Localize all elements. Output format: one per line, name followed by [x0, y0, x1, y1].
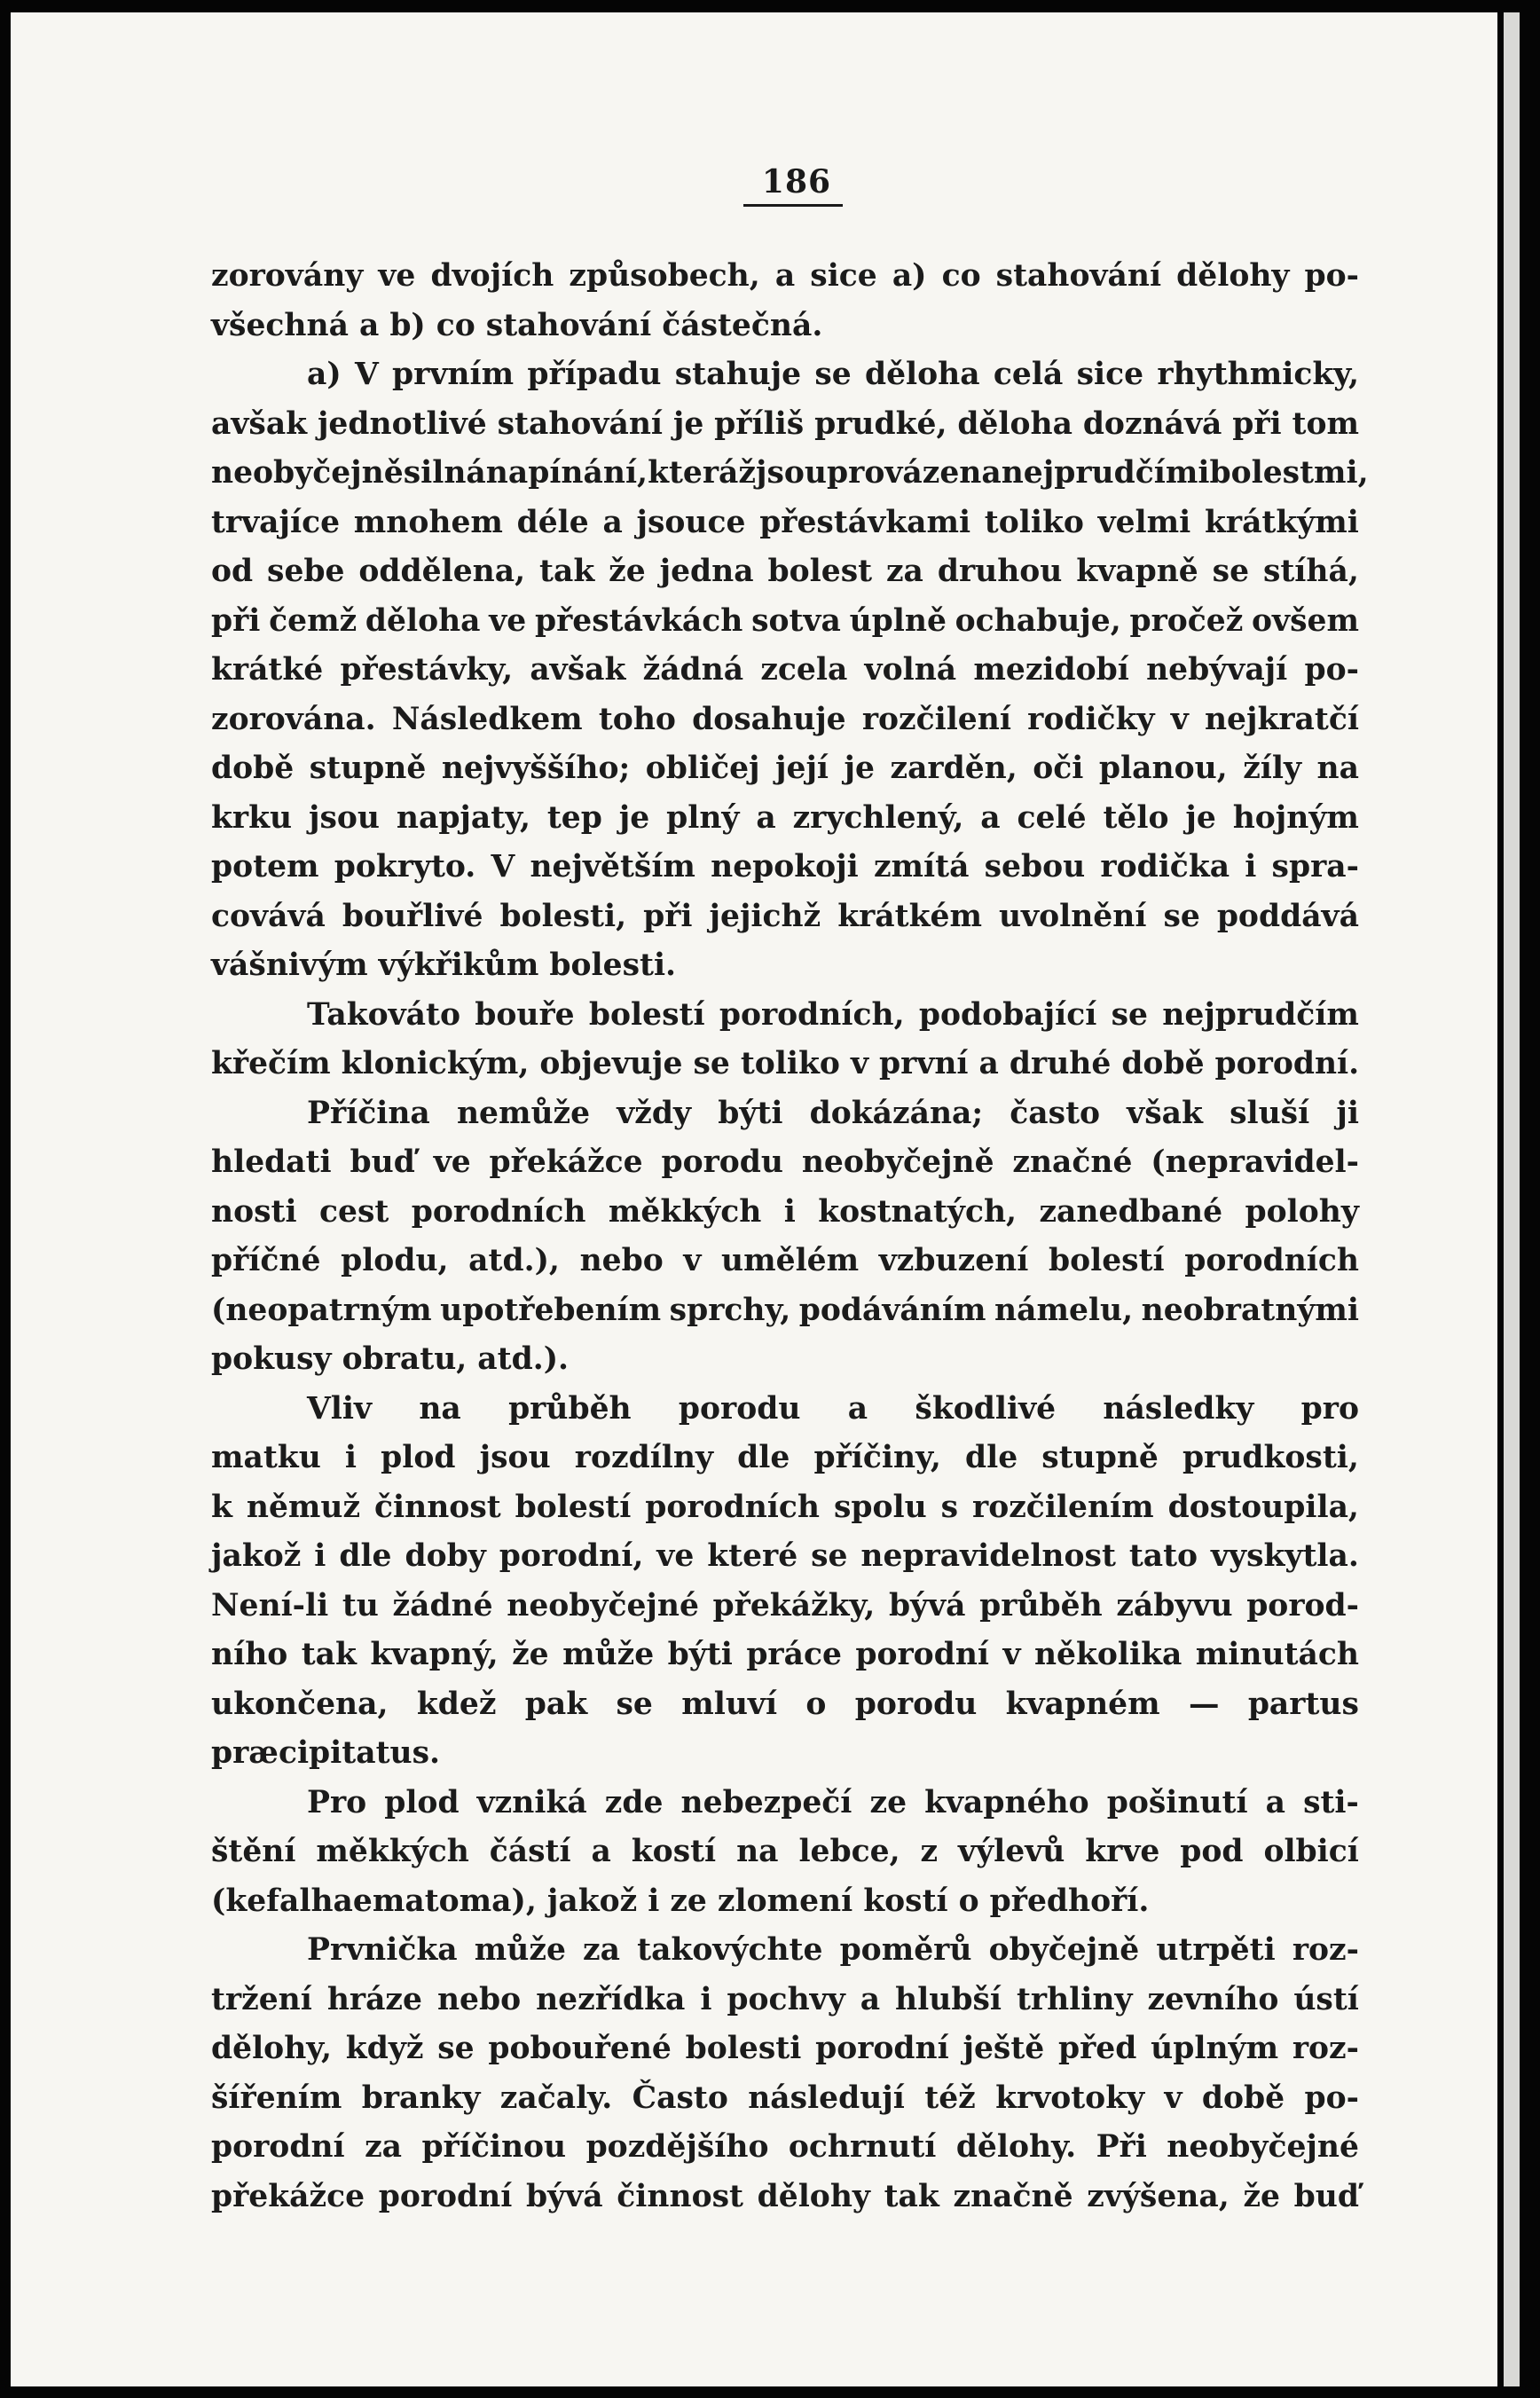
text-line: avšak jednotlivé stahování je příliš prudké, děloha doznává při tom: [211, 405, 1359, 442]
text-line: štění měkkých částí a kostí na lebce, z výlevů krve pod olbicí: [211, 1834, 1359, 1869]
text-line: ukončena, kdež pak se mluví o porodu kvapném — partus: [211, 1686, 1359, 1722]
text-line: Prvnička může za takovýchte poměrů obyčejně utrpěti roz-: [307, 1932, 1359, 1968]
text-line: ního tak kvapný, že může býti práce porodní v několika minutách: [211, 1637, 1359, 1672]
text-line: krku jsou napjaty, tep je plný a zrychlený, a celé tělo je hojným: [211, 799, 1359, 836]
text-line: krátké přestávky, avšak žádná zcela volná mezidobí nebývají po-: [211, 652, 1359, 688]
text-line: a) V prvním případu stahuje se děloha celá sice rhythmicky,: [307, 357, 1359, 392]
text-line: překážce porodní bývá činnost dělohy tak značně zvýšena, že buď: [211, 2178, 1359, 2214]
text-line: době stupně nejvyššího; obličej její je zarděn, oči planou, žíly na: [211, 751, 1359, 786]
page-number: 186: [761, 163, 832, 200]
text-line: dělohy, když se pobouřené bolesti porodní ještě před úplným roz-: [211, 2031, 1359, 2066]
text-line: vášnivým výkřikům bolesti.: [211, 947, 677, 983]
book-page: [11, 12, 1497, 2386]
text-line: Pro plod vzniká zde nebezpečí ze kvapného pošinutí a sti-: [307, 1784, 1359, 1820]
text-line: matku i plod jsou rozdílny dle příčiny, dle stupně prudkosti,: [211, 1440, 1359, 1475]
text-line: při čemž děloha ve přestávkách sotva úplně ochabuje, pročež ovšem: [211, 602, 1359, 639]
body-text: [211, 252, 1369, 2221]
text-line: porodní za příčinou pozdějšího ochrnutí dělohy. Při neobyčejné: [211, 2129, 1359, 2165]
text-line: Takováto bouře bolestí porodních, podobající se nejprudčím: [307, 996, 1359, 1033]
text-line: (neopatrným upotřebením sprchy, podáváním námelu, neobratnými: [211, 1292, 1359, 1328]
text-line: k němuž činnost bolestí porodních spolu s rozčilením dostoupila,: [211, 1489, 1359, 1525]
text-line: šířením branky začaly. Často následují též krvotoky v době po-: [211, 2080, 1359, 2116]
text-line: trvajíce mnohem déle a jsouce přestávkami toliko velmi krátkými: [211, 504, 1359, 540]
text-line: potem pokryto. V největším nepokoji zmítá sebou rodička i spra-: [211, 849, 1359, 885]
text-line: jakož i dle doby porodní, ve které se nepravidelnost tato vyskytla.: [211, 1538, 1359, 1574]
text-line: křečím klonickým, objevuje se toliko v první a druhé době porodní.: [211, 1046, 1360, 1081]
text-line: hledati buď ve překážce porodu neobyčejně značné (nepravidel-: [211, 1144, 1359, 1180]
page-edge: [1504, 12, 1520, 2386]
text-line: covává bouřlivé bolesti, při jejichž krátkém uvolnění se poddává: [211, 898, 1359, 934]
text-line: příčné plodu, atd.), nebo v umělém vzbuzení bolestí porodních: [211, 1243, 1359, 1278]
text-line: tržení hráze nebo nezřídka i pochvy a hlubší trhliny zevního ústí: [211, 1981, 1359, 2017]
page-number-rule: [743, 204, 843, 207]
text-line: Není-li tu žádné neobyčejné překážky, bývá průběh zábyvu porod-: [211, 1587, 1359, 1624]
text-line: Vliv na průběh porodu a škodlivé následky pro: [307, 1390, 1359, 1427]
text-line: všechná a b) co stahování částečná.: [211, 307, 823, 343]
text-line: (kefalhaematoma), jakož i ze zlomení kostí o předhoří.: [211, 1883, 1150, 1919]
text-line: pokusy obratu, atd.).: [211, 1341, 570, 1377]
text-line: Příčina nemůže vždy býti dokázána; často však sluší ji: [307, 1095, 1359, 1131]
text-line: zorovány ve dvojích způsobech, a sice a) co stahování dělohy po-: [211, 258, 1359, 294]
text-line: zorována. Následkem toho dosahuje rozčilení rodičky v nejkratčí: [211, 701, 1359, 737]
text-line: neobyčejně silná napínání, kteráž jsou provázena nejprudčími bolestmi,: [211, 455, 1369, 491]
text-line: nosti cest porodních měkkých i kostnatých, zanedbané polohy: [211, 1193, 1359, 1230]
text-line: od sebe oddělena, tak že jedna bolest za druhou kvapně se stíhá,: [211, 554, 1359, 589]
text-line: præcipitatus.: [211, 1735, 441, 1771]
